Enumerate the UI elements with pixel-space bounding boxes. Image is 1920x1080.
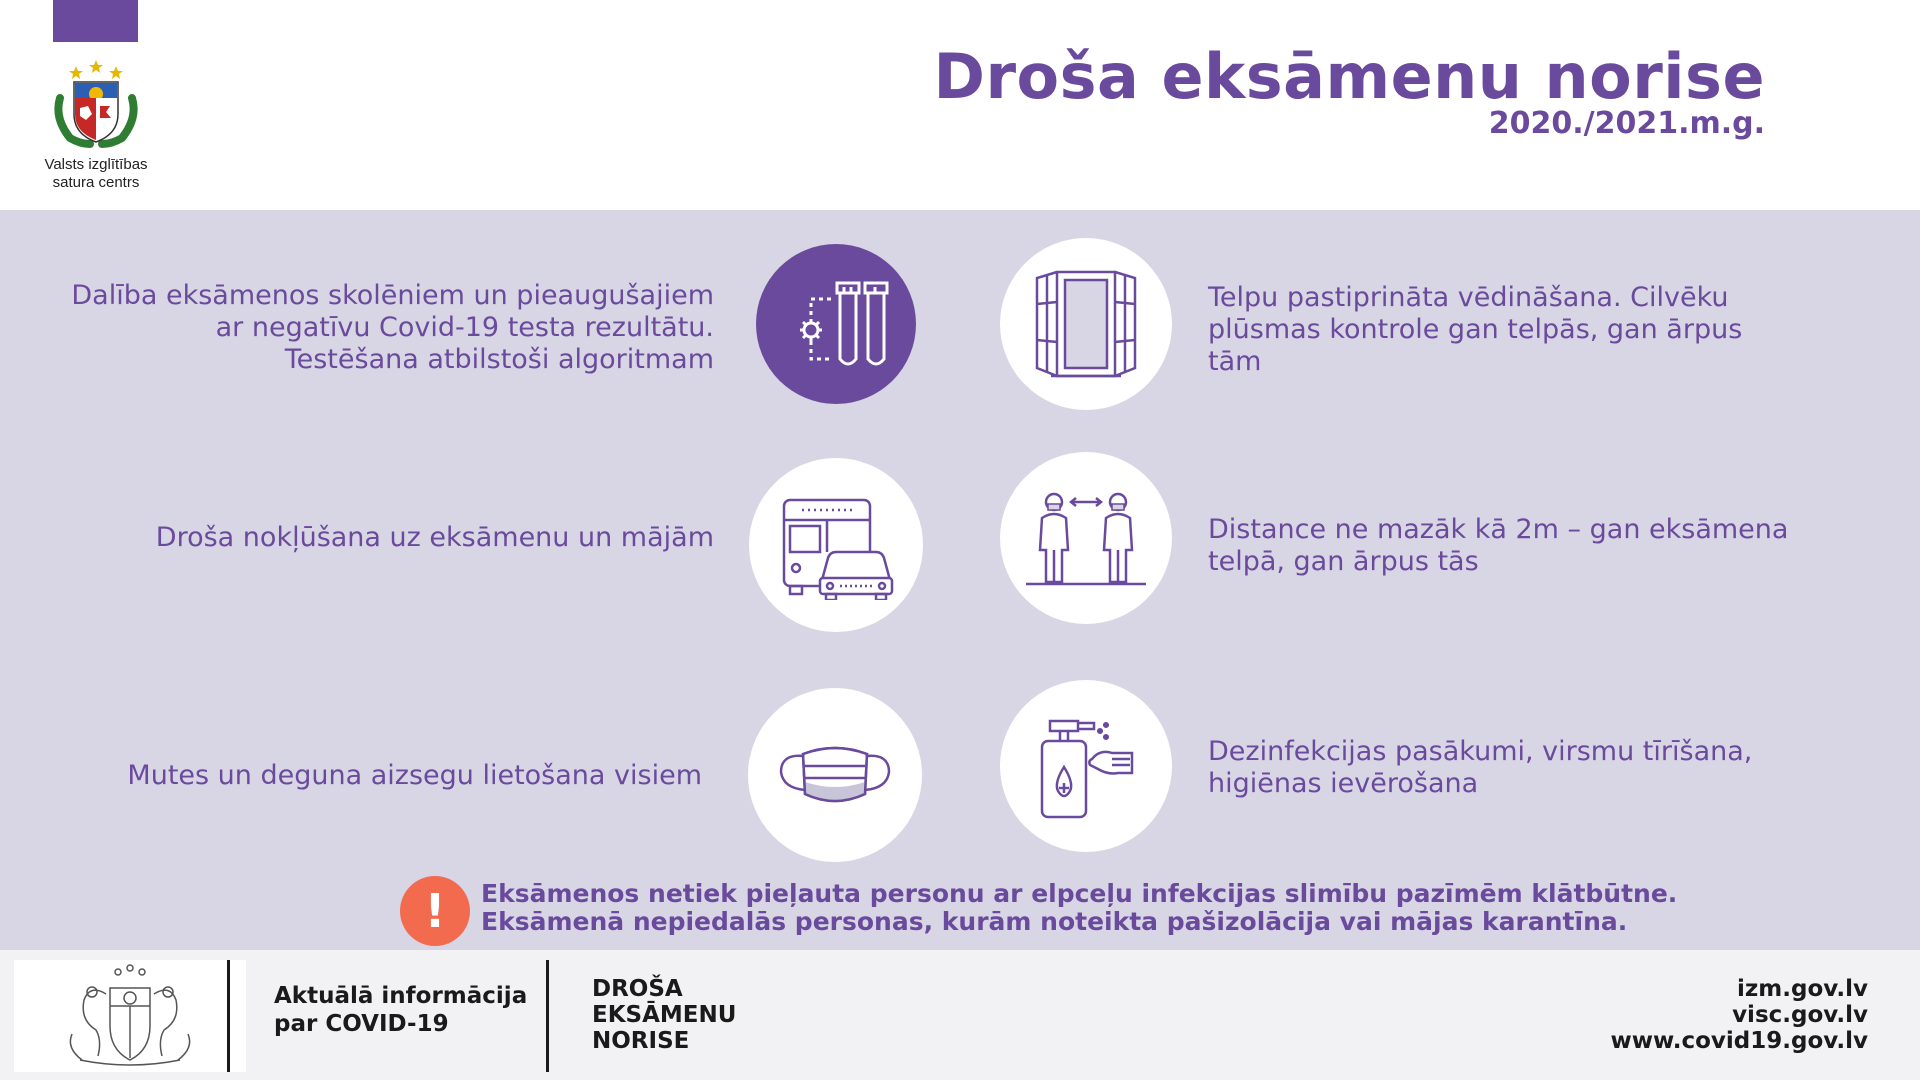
measure-distance-text	[1208, 514, 1788, 578]
measure-line: Droša nokļūšana uz eksāmenu un mājām	[155, 522, 714, 553]
measure-line: tām	[1208, 346, 1262, 377]
measure-line: Dalība eksāmenos skolēniem un pieaugušajiem	[71, 280, 714, 311]
page-title: Droša eksāmenu norise	[933, 40, 1765, 113]
measure-line: telpā, gan ārpus tās	[1208, 546, 1479, 577]
footer-link-covid19[interactable]: www.covid19.gov.lv	[1610, 1028, 1868, 1054]
measure-line: Mutes un deguna aizsegu lietošana visiem	[127, 760, 702, 791]
measure-testing-text	[71, 280, 714, 376]
footer-info-line: Aktuālā informācija	[274, 983, 528, 1009]
footer-title-line: NORISE	[592, 1028, 690, 1054]
footer-divider	[227, 960, 230, 1072]
footer-divider	[546, 960, 549, 1072]
footer-link-visc[interactable]: visc.gov.lv	[1732, 1002, 1868, 1028]
org-name-line: Valsts izglītības	[44, 156, 148, 173]
page-subtitle: 2020./2021.m.g.	[1488, 106, 1765, 141]
measure-ventilation-text	[1208, 282, 1742, 378]
footer-title-line: DROŠA	[592, 976, 683, 1002]
footer-emblem	[14, 960, 246, 1072]
footer-link-izm[interactable]: izm.gov.lv	[1737, 976, 1868, 1002]
measure-line: ar negatīvu Covid-19 testa rezultātu.	[215, 312, 714, 343]
warning-exclamation-icon: !	[400, 876, 470, 946]
measure-line: Dezinfekcijas pasākumi, virsmu tīrīšana,	[1208, 736, 1753, 767]
measure-line: Telpu pastiprināta vēdināšana. Cilvēku	[1208, 282, 1729, 313]
open-window-icon	[1000, 238, 1172, 410]
measure-transport-text	[156, 522, 714, 554]
social-distance-icon	[1000, 452, 1172, 624]
measure-line: Testēšana atbilstoši algoritmam	[284, 344, 714, 375]
test-tubes-virus-icon	[756, 244, 916, 404]
measure-line: plūsmas kontrole gan telpās, gan ārpus	[1208, 314, 1743, 345]
header	[0, 0, 1920, 210]
bus-and-car-icon	[749, 458, 923, 632]
warning-notice	[481, 880, 1677, 936]
measure-disinfection-text	[1208, 736, 1752, 800]
coat-of-arms-icon	[50, 58, 142, 148]
footer-info-line: par COVID-19	[274, 1011, 449, 1037]
footer-covid-info	[274, 982, 527, 1038]
footer-links	[1610, 976, 1868, 1054]
brand-color-bar	[53, 0, 138, 42]
face-mask-icon	[748, 688, 922, 862]
footer-title-line: EKSĀMENU	[592, 1002, 737, 1028]
footer	[0, 950, 1920, 1080]
warning-line: Eksāmenā nepiedalās personas, kurām noteikta pašizolācija vai mājas karantīna.	[481, 907, 1628, 936]
measure-line: Distance ne mazāk kā 2m – gan eksāmena	[1208, 514, 1789, 545]
org-name-line: satura centrs	[52, 174, 140, 191]
footer-title	[592, 976, 736, 1054]
warning-line: Eksāmenos netiek pieļauta personu ar elpceļu infekcijas slimību pazīmēm klātbūtne.	[481, 879, 1678, 908]
sanitizer-icon	[1000, 680, 1172, 852]
state-emblem-icon	[62, 964, 198, 1068]
org-name	[28, 156, 164, 192]
measure-line: higiēnas ievērošana	[1208, 768, 1479, 799]
measure-masks-text	[127, 760, 702, 792]
